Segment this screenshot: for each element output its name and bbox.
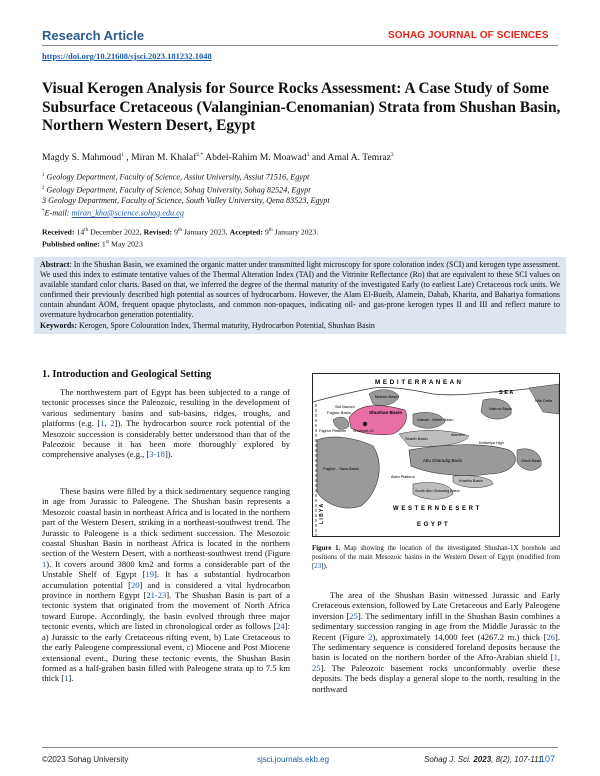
page-number: 107 — [540, 754, 556, 764]
dates-line-1: Received: 14th December 2022, Revised: 9th January 2023, Accepted: 9th January 2023. — [42, 227, 319, 237]
intro-paragraph-2: These basins were filled by a thick sedimentary sequence ranging in age from Jurassic to Paleogene. The Shushan basin represents a Mesozoic coastal basin in northeast Africa and is located in the northern part of the Western Desert, striking in a northeast-southwest trend. The Jurassic to Paleogene is a thick sediment succession. The Mesozoic coastal Shushan Basin in northeast Africa is located in the northern section of the Western Desert, with a northeast-southwest trend (Figure 1). It covers around 3800 km2 and forms a considerable part of the Unstable Shelf of Egypt [19]. It has a substantial hydrocarbon accumulation potential [20] and is considered a vital hydrocarbon province in northern Egypt [21-23]. The Shushan Basin is part of a tectonic system that originated from the movement of North Africa toward Europe. Accordingly, the basin evolved through three major tectonic events, which are listed in chronological order as follows [24]: a) Jurassic to the early Cretaceous rifting event, b) Late Cretaceous to the early Paleogene compressional event, c) Miocene and Post Miocene extensional event., During these tectonic events, the Shushan Basin formed as a half-graben basin filled with Paleogene strata up to 7.5 km thick [1]. — [42, 486, 291, 684]
section-heading: 1. Introduction and Geological Setting — [42, 369, 212, 380]
map-label-alam-platform: Alam Platform — [391, 475, 415, 479]
author-2-sup: 2,* — [196, 152, 204, 158]
map-label-sidi: Sidi Barrani — [335, 405, 355, 409]
paper-title: Visual Kerogen Analysis for Source Rocks Assessment: A Case Study of Some Subsurface Cretaceous (Valanginian-Cenomanian) Strata from Shushan Basin, Northern Western Desert, Egypt — [42, 80, 561, 135]
footer-rule — [42, 747, 558, 748]
map-label-dahab: Dahab - Mireir Basin — [417, 417, 454, 422]
cite[interactable]: 25 — [349, 610, 358, 621]
email-line: *E-mail: miran_kha@science.sohag.edu.eg — [42, 208, 184, 218]
affiliation-3: 3 Geology Department, Faculty of Science, South Valley University, Qena 83523, Egypt — [42, 196, 330, 206]
author-1: Magdy S. Mahmoud — [42, 152, 122, 164]
author-4-sup: 3 — [390, 152, 394, 158]
article-type: Research Article — [42, 28, 145, 43]
figure-1-caption: Figure 1. Map showing the location of the investigated Shushan-1X borehole and positions of the main Mesozoic basins in the Western Desert of Egypt (modified from [23]). — [312, 545, 560, 570]
map-label-south-abu: South Abu Gharadig Basin — [415, 489, 460, 493]
cite[interactable]: 26 — [546, 631, 556, 642]
abstract-text: Abstract: In the Shushan Basin, we examined the organic matter under transmitted light microscopy for spore coloration index (SCI) and kerogen type assessment. We used this index to estimate tentative values of the Thermal Alteration Index (TAI) and the Vitrinite Reflectance (Ro) that are equivalent to these SCI values on available standard color charts. Based on that, we inferred the degree of the thermal maturity of the investigated Early (to earliest Late) Cretaceous rock units. We confirmed their previously described high potential as sources of hydrocarbons. However, the Alam El-Bueib, Alamein, Dahab, Kharita, and Bahariya formations contain abundant AOM, frequent opaque phytoclasts, and common non-opaques, indicating oil- and gas-prone kerogen types II and III and reflect mature to overmature hydrocarbon generation potentiality. — [40, 260, 560, 320]
doi-link[interactable]: https://doi.org/10.21608/sjsci.2023.181232.1048 — [42, 51, 212, 61]
cite[interactable]: 25 — [312, 662, 321, 673]
cite[interactable]: 23 — [314, 562, 322, 570]
author-1-sup: 1 — [121, 152, 124, 158]
figure-1-map — [312, 373, 560, 537]
author-4: Amal A. Temraz — [327, 152, 391, 164]
author-3: Abdel-Rahim M. Moawad — [205, 152, 307, 164]
map-label-siwa: Faghur - Siwa Basin — [323, 466, 360, 471]
intro-paragraph-1: The northwestern part of Egypt has been subjected to a range of tectonic processes since the Paleozoic, resulting in the development of various sedimentary basins and sub-basins, ridges, troughs, and platforms (e.g. [1, 2]). The hydrocarbon source rock potential of the Mesozoic succession is considerably better understood than that of the Paleozoic because it has been more thoroughly explored by comprehensive analyses (e.g., [3-18]). — [42, 387, 290, 460]
right-paragraph-1: The area of the Shushan Basin witnessed Jurassic and Early Cretaceous extension, followed by Late Cretaceous and Early Paleogene inversion [25]. The sedimentary infill in the Shushan Basin combines a sedimentary succession ranging in age from the Middle Jurassic to the Recent (Figure 2), approximately 14,000 feet (4267.2 m.) thick [26]. The sedimentary sequence is considered foreland deposits because the basin is located on the northern border of the Afro-Arabian shield [1, 25]. The Paleozoic basement rocks unconformably overlie these deposits. The beds display a general slope to the north, resulting in the northward — [312, 590, 561, 694]
cite[interactable]: 1 — [64, 673, 69, 684]
map-label-kharita: Kharita Basin — [459, 478, 483, 483]
cite[interactable]: 2 — [368, 631, 373, 642]
header-rule — [42, 45, 558, 46]
map-label-western-desert: W E S T E R N D E S E R T — [393, 506, 480, 512]
affiliation-1: $^1$ Geology Department, Faculty of Science, Assiut University, Assiut 71516, Egypt — [42, 172, 310, 182]
journal-name: SOHAG JOURNAL OF SCIENCES — [388, 30, 549, 41]
cite[interactable]: 1 — [553, 652, 558, 663]
author-2: Miran M. Khalaf — [131, 152, 197, 164]
keywords: Keywords: Kerogen, Spore Colouration Index, Thermal maturity, Hydrocarbon Potential, Shushan Basin — [40, 320, 375, 330]
cite[interactable]: 21-23 — [146, 590, 167, 601]
map-label-shushan: Shushan Basin — [369, 410, 403, 415]
affiliations — [42, 171, 562, 219]
cite[interactable]: 24 — [276, 621, 285, 632]
map-label-sea: M E D I T E R R A N E A N — [375, 379, 462, 386]
footer-citation: Sohag J. Sci. 2023, 8(2), 107-111 — [424, 755, 543, 764]
map-label-alamein: Alamein — [451, 433, 465, 437]
map-label-faghur-platform: Faghur Platform — [319, 429, 347, 433]
map-label-faghur-basin: Faghur Basin — [327, 410, 351, 415]
author-3-sup: 3 — [306, 152, 310, 158]
map-label-sea2: S E A — [499, 390, 514, 396]
cite[interactable]: 19 — [145, 569, 155, 580]
email-link[interactable]: miran_kha@science.sohag.edu.eg — [71, 208, 184, 218]
author-list: Magdy S. Mahmoud$^1$ , Miran M. Khalaf$^{2,*}$ Abdel-Rahim M. Moawad$^3$ and Amal A. Temraz$^3$ — [42, 152, 394, 164]
map-label-matruh: Matruh Basin — [375, 394, 399, 399]
cite[interactable]: 2 — [110, 418, 115, 429]
map-label-sharib: Sharib Basin — [405, 436, 428, 441]
map-label-abu-gharadig: Abu Gharadig Basin — [423, 458, 463, 463]
dates-line-2: Published online: 1st May 2023 — [42, 239, 143, 249]
cite[interactable]: 1 — [100, 418, 105, 429]
shushan-well-marker — [363, 422, 367, 426]
abstract-box — [34, 257, 566, 334]
map-label-kattaniya: Kattaniya High — [479, 441, 504, 445]
affiliation-2: $^2$ Geology Department, Faculty of Science, Sohag University, Sohag 82524, Egypt — [42, 185, 311, 195]
map-label-egypt: E G Y P T — [417, 522, 449, 528]
map-label-gindi: Gindi Basin — [521, 458, 542, 463]
map-label-natrun: Natrun Basin — [489, 406, 513, 411]
map-label-nile: Nile Delta — [535, 398, 553, 403]
dates — [42, 226, 562, 250]
cite[interactable]: 20 — [130, 579, 140, 590]
map-label-shushan-well: Shushan-1X — [353, 429, 374, 433]
footer-copyright: ©2023 Sohag University — [42, 755, 129, 764]
map-label-libya: L I B Y A — [319, 503, 325, 524]
cite[interactable]: 1 — [42, 558, 47, 569]
cite[interactable]: 3-18 — [149, 449, 165, 460]
footer-site-link[interactable]: sjsci.journals.ekb.eg — [257, 755, 330, 764]
